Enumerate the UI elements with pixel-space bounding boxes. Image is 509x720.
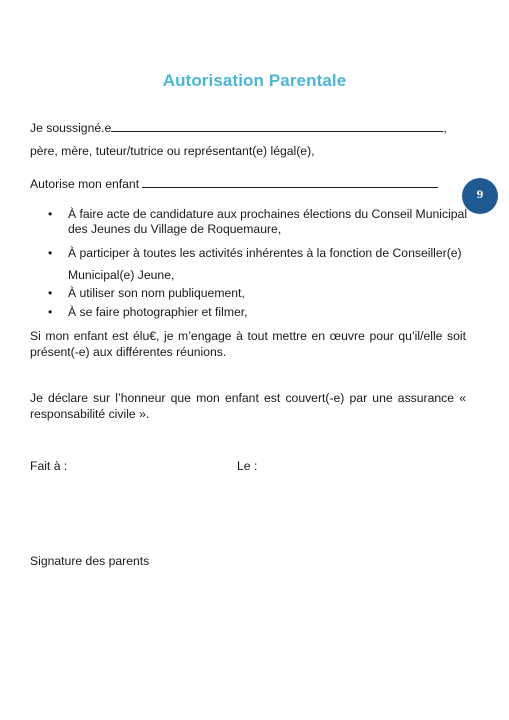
assurance-paragraph: Je déclare sur l’honneur que mon enfant est couvert(-e) par une assurance « responsabilité civile ». [30,391,466,421]
autorise-line [30,176,438,192]
signature-label: Signature des parents [30,554,150,568]
bullet-icon: • [48,246,53,260]
date-label: Le : [237,459,258,473]
bullet-icon: • [48,286,53,300]
soussigne-line [30,120,447,136]
list-item-text-cont: des Jeunes du Village de Roquemaure, [68,222,282,236]
soussigne-comma: , [443,121,447,135]
list-item-text: À faire acte de candidature aux prochaines élections du Conseil Municipal [68,207,468,221]
list-item-text-cont: Municipal(e) Jeune, [68,268,175,282]
list-item [30,207,470,237]
page-number-badge: 9 [462,178,498,214]
fait-a-label: Fait à : [30,459,68,473]
page-title: Autorisation Parentale [162,71,347,90]
list-item-text: À participer à toutes les activités inhérentes à la fonction de Conseiller(e) [68,246,462,260]
list-item [30,284,470,303]
parent-role-line: père, mère, tuteur/tutrice ou représentant(e) légal(e), [30,144,315,158]
enfant-name-blank[interactable] [142,176,438,188]
list-item-text: À se faire photographier et filmer, [68,305,248,319]
bullet-icon: • [48,207,53,221]
list-item-text: À utiliser son nom publiquement, [68,286,245,300]
bullet-icon: • [48,305,53,319]
engagement-paragraph: Si mon enfant est élu€, je m’engage à tout mettre en œuvre pour qu’il/elle soit présent(-e) aux différentes réunions. [30,329,466,359]
list-item [30,303,470,322]
soussigne-label: Je soussigné.e [30,121,112,135]
list-item [30,242,470,286]
soussigne-blank[interactable] [111,120,443,132]
autorise-label: Autorise mon enfant [30,177,140,191]
authorization-list [30,207,470,322]
